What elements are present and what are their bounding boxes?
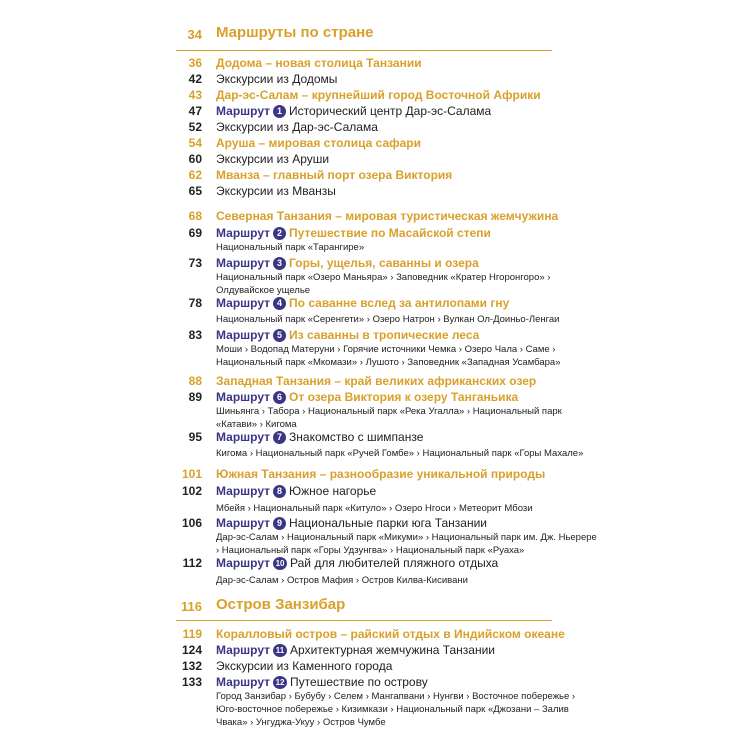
page-number: 78 <box>188 296 202 310</box>
route-stops: Олдувайское ущелье <box>216 285 311 296</box>
route-title: Южное нагорье <box>289 484 377 498</box>
page-number: 101 <box>181 467 202 481</box>
page-number: 54 <box>188 136 202 150</box>
section-title: Коралловый остров – райский отдых в Индийском океане <box>216 627 565 641</box>
route-stops: Чвака» › Унгуджа-Укуу › Остров Чумбе <box>216 717 386 728</box>
page-number: 69 <box>188 226 202 240</box>
route-title: Национальные парки юга Танзании <box>289 516 487 530</box>
route-label: Маршрут <box>216 256 271 270</box>
page-number: 42 <box>188 72 202 86</box>
section-title: Южная Танзания – разнообразие уникальной природы <box>216 467 546 481</box>
route-label: Маршрут <box>216 484 271 498</box>
page-number: 112 <box>182 556 202 570</box>
route-stops: Город Занзибар › Бубубу › Селем › Мангапвани › Нунгви › Восточное побережье › <box>216 691 576 702</box>
page-number: 60 <box>188 152 202 166</box>
route-number-badge: 12 <box>273 676 287 689</box>
part-title: Остров Занзибар <box>216 596 346 613</box>
route-stops: Национальный парк «Серенгети» › Озеро Натрон › Вулкан Ол-Доиньо-Ленгаи <box>216 314 560 325</box>
route-label: Маршрут <box>216 516 271 530</box>
route-title: По саванне вслед за антилопами гну <box>289 296 510 310</box>
route-title: Знакомство с шимпанзе <box>289 430 424 444</box>
page-number: 102 <box>181 484 202 498</box>
route-label: Маршрут <box>216 430 271 444</box>
route-label: Маршрут <box>216 643 271 657</box>
route-stops: Шиньянга › Табора › Национальный парк «Река Угалла» › Национальный парк <box>216 406 562 417</box>
page-number: 62 <box>188 168 202 182</box>
page-number: 106 <box>181 516 202 530</box>
page-number: 65 <box>188 184 202 198</box>
route-stops: Кигома › Национальный парк «Ручей Гомбе» › Национальный парк «Горы Махале» <box>216 448 584 459</box>
item-title: Экскурсии из Додомы <box>216 72 338 86</box>
route-number-badge: 11 <box>273 644 287 657</box>
route-number-badge: 2 <box>273 227 286 240</box>
route-title: Горы, ущелья, саванны и озера <box>289 256 479 270</box>
route-title: Архитектурная жемчужина Танзании <box>290 643 496 657</box>
route-label: Маршрут <box>216 226 271 240</box>
route-stops: Моши › Водопад Матеруни › Горячие источники Чемка › Озеро Чала › Саме › <box>216 344 556 355</box>
route-stops: › Национальный парк «Горы Удзунгва» › Национальный парк «Руаха» <box>216 545 525 556</box>
route-label: Маршрут <box>216 390 271 404</box>
page-number: 68 <box>188 209 202 223</box>
route-label: Маршрут <box>216 296 271 310</box>
page-number: 95 <box>188 430 202 444</box>
page-number: 73 <box>188 256 202 270</box>
page-number: 88 <box>188 374 202 388</box>
route-title: Исторический центр Дар-эс-Салама <box>289 104 492 118</box>
route-title: От озера Виктория к озеру Танганьика <box>289 390 519 404</box>
route-number-badge: 3 <box>273 257 286 270</box>
part-page-number: 116 <box>181 599 202 614</box>
route-stops: Юго-восточное побережье › Кизимкази › Национальный парк «Джозани – Залив <box>216 704 569 715</box>
route-stops: Дар-эс-Салам › Национальный парк «Микуми» › Национальный парк им. Дж. Ньерере <box>216 532 597 543</box>
page-number: 43 <box>188 88 202 102</box>
item-title: Экскурсии из Аруши <box>216 152 330 166</box>
page-number: 83 <box>188 328 202 342</box>
route-number-badge: 4 <box>273 297 286 310</box>
route-number-badge: 8 <box>273 485 286 498</box>
page-number: 119 <box>182 627 202 641</box>
item-title: Экскурсии из Дар-эс-Салама <box>216 120 378 134</box>
route-label: Маршрут <box>216 104 271 118</box>
page-number: 132 <box>181 659 202 673</box>
section-title: Додома – новая столица Танзании <box>216 56 422 70</box>
route-label: Маршрут <box>216 556 271 570</box>
part-divider <box>176 50 552 51</box>
page-number: 89 <box>188 390 202 404</box>
page-number: 124 <box>181 643 202 657</box>
section-title: Западная Танзания – край великих африканских озер <box>216 374 537 388</box>
route-number-badge: 10 <box>273 557 287 570</box>
route-number-badge: 9 <box>273 517 286 530</box>
section-title: Дар-эс-Салам – крупнейший город Восточной Африки <box>216 88 541 102</box>
item-title: Экскурсии из Каменного города <box>216 659 393 673</box>
page-number: 133 <box>181 675 202 689</box>
route-label: Маршрут <box>216 328 271 342</box>
route-title: Путешествие по Масайской степи <box>289 226 491 240</box>
route-title: Рай для любителей пляжного отдыха <box>290 556 499 570</box>
route-number-badge: 6 <box>273 391 286 404</box>
route-title: Из саванны в тропические леса <box>289 328 480 342</box>
section-title: Северная Танзания – мировая туристическая жемчужина <box>216 209 559 223</box>
route-stops: Национальный парк «Озеро Маньяра» › Заповедник «Кратер Нгоронгоро» › <box>216 272 551 283</box>
route-label: Маршрут <box>216 675 271 689</box>
route-stops: Национальный парк «Тарангире» <box>216 242 365 253</box>
part-title: Маршруты по стране <box>216 24 374 41</box>
route-stops: Дар-эс-Салам › Остров Мафия › Остров Килва-Кисивани <box>216 575 468 586</box>
route-title: Путешествие по острову <box>290 675 428 689</box>
route-number-badge: 7 <box>273 431 286 444</box>
route-stops: Мбейя › Национальный парк «Китуло» › Озеро Нгоси › Метеорит Мбози <box>216 503 533 514</box>
route-number-badge: 5 <box>273 329 286 342</box>
route-stops: «Катави» › Кигома <box>216 419 297 430</box>
section-title: Мванза – главный порт озера Виктория <box>216 168 453 182</box>
page-number: 47 <box>188 104 202 118</box>
part-divider <box>176 620 552 621</box>
item-title: Экскурсии из Мванзы <box>216 184 336 198</box>
route-stops: Национальный парк «Мкомази» › Лушото › Заповедник «Западная Усамбара» <box>216 357 561 368</box>
route-number-badge: 1 <box>273 105 286 118</box>
section-title: Аруша – мировая столица сафари <box>216 136 422 150</box>
part-page-number: 34 <box>187 27 202 42</box>
page-number: 36 <box>188 56 202 70</box>
page-number: 52 <box>188 120 202 134</box>
